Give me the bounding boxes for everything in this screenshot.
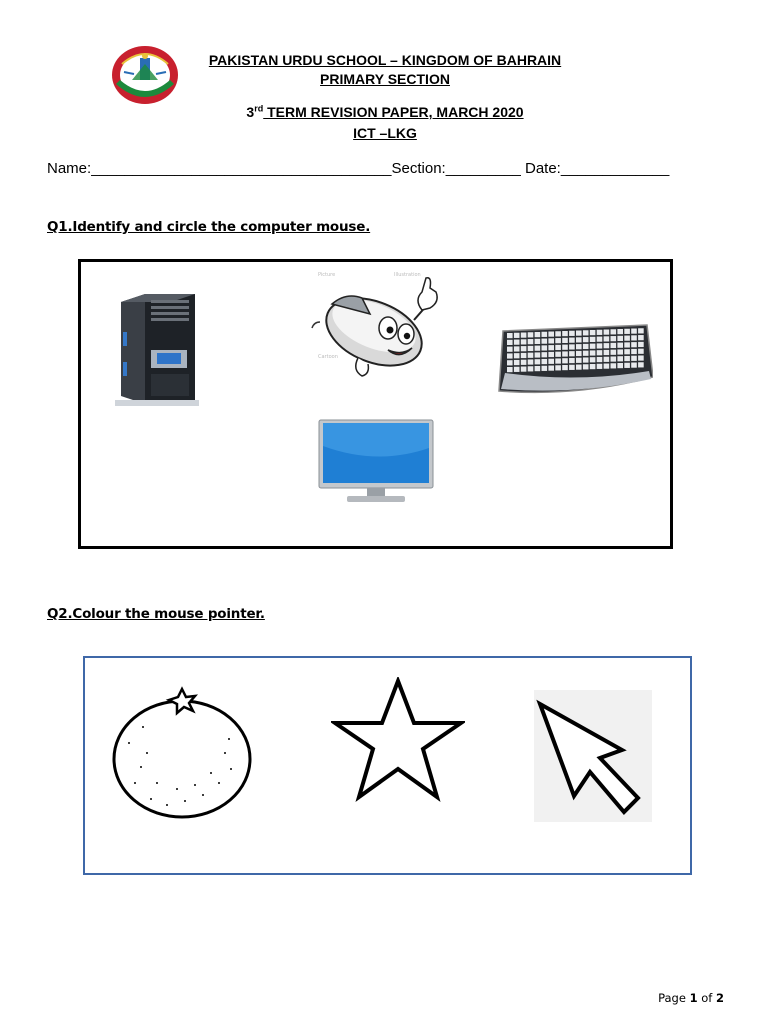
keyboard-key xyxy=(617,336,623,341)
keyboard-key xyxy=(638,355,644,360)
keyboard-key xyxy=(569,338,575,343)
keyboard-key xyxy=(521,333,527,338)
keyboard-key xyxy=(624,363,630,368)
date-label: Date: xyxy=(520,160,561,177)
keyboard-key xyxy=(507,360,513,365)
keyboard-key xyxy=(542,345,548,350)
orange-peel-dot xyxy=(150,798,152,800)
keyboard-key xyxy=(576,358,582,363)
keyboard-key xyxy=(548,345,554,350)
keyboard-key xyxy=(617,349,623,354)
keyboard-key xyxy=(507,340,513,345)
keyboard-key xyxy=(514,340,520,345)
date-field[interactable]: _____________ xyxy=(560,160,670,177)
page-of: of xyxy=(697,991,716,1005)
student-info-line xyxy=(47,160,669,177)
orange-peel-dot xyxy=(210,772,212,774)
keyboard-key xyxy=(597,364,603,369)
keyboard-key xyxy=(576,331,582,336)
keyboard-key xyxy=(548,359,554,364)
keyboard-key xyxy=(624,349,630,354)
keyboard-key xyxy=(638,328,644,333)
keyboard-key xyxy=(576,344,582,349)
keyboard-key xyxy=(514,333,520,338)
keyboard-key xyxy=(535,346,541,351)
question-1-title: Q1.Identify and circle the computer mouse. xyxy=(47,219,371,235)
keyboard-key xyxy=(583,330,589,335)
keyboard-key xyxy=(514,360,520,365)
paper-title xyxy=(0,104,770,120)
keyboard-key xyxy=(624,336,630,341)
keyboard-key xyxy=(590,364,596,369)
keyboard-key xyxy=(528,353,534,358)
keyboard-key xyxy=(555,345,561,350)
keyboard-key xyxy=(590,350,596,355)
keyboard-key xyxy=(562,351,568,356)
orange-peel-dot xyxy=(228,738,230,740)
term-title: TERM REVISION PAPER, MARCH 2020 xyxy=(263,104,524,120)
keyboard-key xyxy=(583,364,589,369)
keyboard-key xyxy=(548,332,554,337)
keyboard-key xyxy=(576,351,582,356)
keyboard-key xyxy=(535,366,541,371)
svg-text:Illustration: Illustration xyxy=(394,272,421,278)
keyboard-key xyxy=(576,337,582,342)
keyboard-key xyxy=(542,352,548,357)
keyboard-key xyxy=(569,365,575,370)
keyboard-key xyxy=(604,343,610,348)
cartoon-mouse-icon[interactable] xyxy=(310,270,450,382)
keyboard-key xyxy=(514,353,520,358)
keyboard-key xyxy=(638,342,644,347)
keyboard-key xyxy=(555,352,561,357)
keyboard-key xyxy=(521,346,527,351)
keyboard-key xyxy=(604,336,610,341)
keyboard-key xyxy=(604,357,610,362)
keyboard-key xyxy=(590,330,596,335)
keyboard-key xyxy=(535,332,541,337)
keyboard-key xyxy=(624,342,630,347)
keyboard-key xyxy=(521,367,527,372)
keyboard-key xyxy=(617,363,623,368)
term-suffix: rd xyxy=(254,103,264,114)
keyboard-key xyxy=(576,365,582,370)
keyboard-key xyxy=(604,350,610,355)
keyboard-key xyxy=(590,337,596,342)
keyboard-key xyxy=(631,349,637,354)
keyboard-key xyxy=(562,338,568,343)
keyboard-key xyxy=(590,357,596,362)
keyboard-key xyxy=(507,367,513,372)
keyboard-key xyxy=(542,332,548,337)
orange-peel-dot xyxy=(140,766,142,768)
keyboard-key xyxy=(590,344,596,349)
orange-peel-dot xyxy=(224,752,226,754)
keyboard-key xyxy=(631,356,637,361)
keyboard-icon[interactable] xyxy=(497,323,653,395)
name-label: Name: xyxy=(47,160,92,177)
keyboard-key xyxy=(617,329,623,334)
keyboard-key xyxy=(569,351,575,356)
keyboard-key xyxy=(548,366,554,371)
orange-peel-dot xyxy=(128,742,130,744)
keyboard-key xyxy=(617,343,623,348)
keyboard-key xyxy=(583,351,589,356)
keyboard-key xyxy=(528,339,534,344)
keyboard-key xyxy=(562,331,568,336)
page-word: Page xyxy=(658,991,690,1005)
keyboard-key xyxy=(597,343,603,348)
term-number: 3 xyxy=(246,104,255,120)
page-current: 1 xyxy=(689,991,698,1005)
page-number xyxy=(658,991,724,1005)
mouse-pointer-icon[interactable] xyxy=(534,690,652,822)
orange-peel-dot xyxy=(146,752,148,754)
keyboard-key xyxy=(528,332,534,337)
keyboard-key xyxy=(583,357,589,362)
keyboard-key xyxy=(631,335,637,340)
section-field[interactable]: _________ xyxy=(445,160,521,177)
section-label: Section: xyxy=(391,160,446,177)
keyboard-key xyxy=(638,362,644,367)
keyboard-key xyxy=(611,350,617,355)
keyboard-key xyxy=(597,350,603,355)
keyboard-key xyxy=(597,337,603,342)
svg-text:Cartoon: Cartoon xyxy=(318,354,338,360)
keyboard-key xyxy=(617,356,623,361)
orange-peel-dot xyxy=(156,782,158,784)
keyboard-key xyxy=(535,339,541,344)
keyboard-key xyxy=(514,346,520,351)
keyboard-key xyxy=(521,353,527,358)
keyboard-key xyxy=(528,359,534,364)
keyboard-key xyxy=(507,347,513,352)
keyboard-key xyxy=(507,333,513,338)
keyboard-key xyxy=(597,357,603,362)
keyboard-key xyxy=(555,358,561,363)
keyboard-key xyxy=(611,336,617,341)
orange-peel-dot xyxy=(184,800,186,802)
orange-peel-dot xyxy=(194,784,196,786)
keyboard-key xyxy=(631,363,637,368)
keyboard-key xyxy=(562,345,568,350)
keyboard-key xyxy=(555,338,561,343)
orange-fruit-icon[interactable] xyxy=(107,683,257,823)
keyboard-key xyxy=(604,364,610,369)
keyboard-key xyxy=(562,358,568,363)
name-field[interactable]: ____________________________________ xyxy=(91,160,392,177)
monitor-icon[interactable] xyxy=(317,418,435,506)
keyboard-key xyxy=(638,349,644,354)
keyboard-key xyxy=(583,337,589,342)
keyboard-key xyxy=(521,360,527,365)
keyboard-key xyxy=(624,356,630,361)
keyboard-key xyxy=(507,353,513,358)
keyboard-key xyxy=(631,329,637,334)
svg-text:Picture: Picture xyxy=(318,272,336,278)
keyboard-key xyxy=(562,365,568,370)
keyboard-key xyxy=(631,342,637,347)
keyboard-key xyxy=(542,339,548,344)
orange-peel-dot xyxy=(202,794,204,796)
subject-heading: ICT –LKG xyxy=(353,125,417,141)
keyboard-key xyxy=(611,356,617,361)
keyboard-key xyxy=(583,344,589,349)
keyboard-key xyxy=(624,329,630,334)
keyboard-key xyxy=(597,330,603,335)
keyboard-key xyxy=(548,352,554,357)
keyboard-key xyxy=(611,329,617,334)
section-heading: PRIMARY SECTION xyxy=(320,71,450,87)
orange-peel-dot xyxy=(166,804,168,806)
keyboard-key xyxy=(611,343,617,348)
orange-peel-dot xyxy=(176,788,178,790)
orange-peel-dot xyxy=(230,768,232,770)
keyboard-key xyxy=(569,344,575,349)
keyboard-key xyxy=(604,330,610,335)
question-2-title: Q2.Colour the mouse pointer. xyxy=(47,606,265,622)
page-total: 2 xyxy=(715,991,724,1005)
keyboard-key xyxy=(569,358,575,363)
keyboard-key xyxy=(514,367,520,372)
keyboard-key xyxy=(638,335,644,340)
orange-peel-dot xyxy=(142,726,144,728)
keyboard-key xyxy=(528,346,534,351)
keyboard-key xyxy=(535,352,541,357)
keyboard-key xyxy=(555,331,561,336)
keyboard-key xyxy=(528,366,534,371)
keyboard-key xyxy=(569,331,575,336)
keyboard-key xyxy=(521,339,527,344)
keyboard-key xyxy=(548,338,554,343)
school-name: PAKISTAN URDU SCHOOL – KINGDOM OF BAHRAIN xyxy=(208,52,562,68)
keyboard-key xyxy=(542,359,548,364)
computer-tower-icon[interactable] xyxy=(115,292,199,406)
keyboard-key xyxy=(535,359,541,364)
keyboard-key xyxy=(542,366,548,371)
keyboard-key xyxy=(611,363,617,368)
orange-peel-dot xyxy=(134,782,136,784)
keyboard-key xyxy=(555,365,561,370)
orange-peel-dot xyxy=(218,782,220,784)
star-icon[interactable] xyxy=(331,677,465,805)
